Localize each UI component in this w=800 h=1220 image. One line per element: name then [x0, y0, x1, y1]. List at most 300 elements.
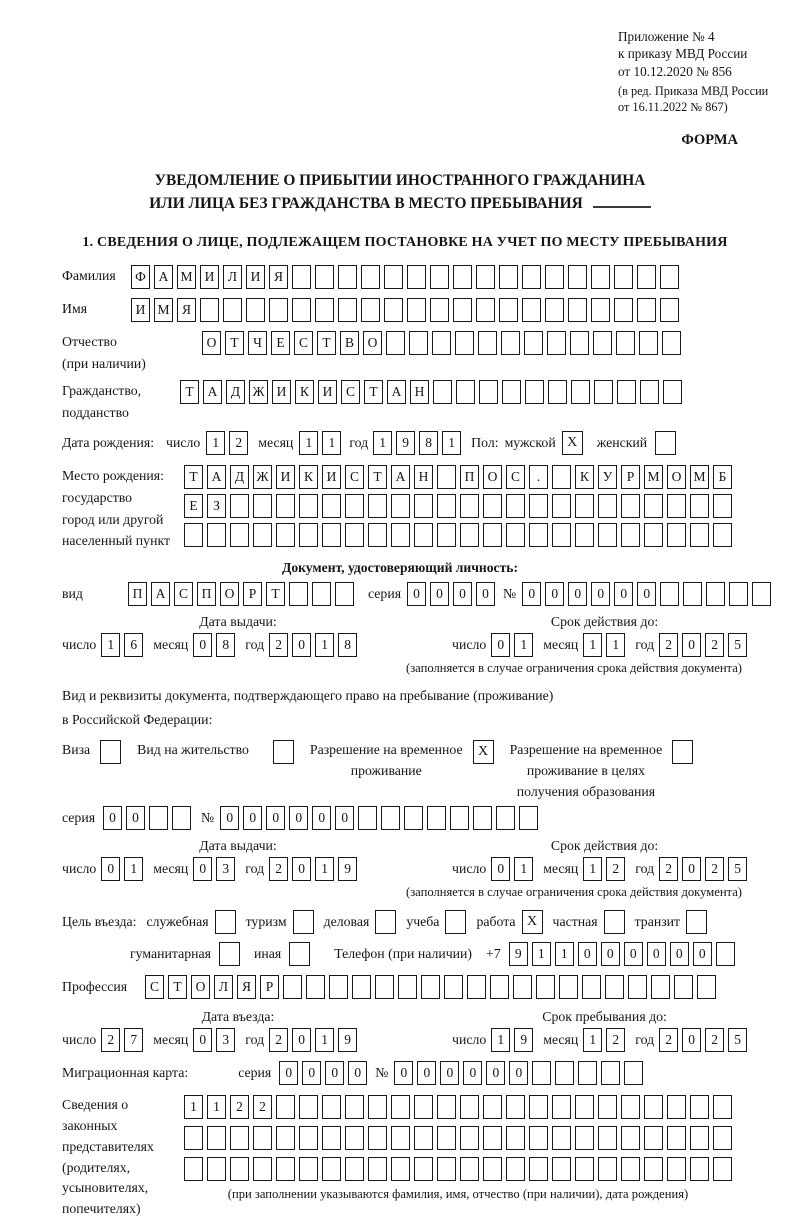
char-cell[interactable]: [552, 465, 571, 489]
char-cell[interactable]: Р: [243, 582, 262, 606]
char-cell[interactable]: С: [341, 380, 360, 404]
char-cell[interactable]: 2: [229, 431, 248, 455]
char-cell[interactable]: [437, 523, 456, 547]
char-cell[interactable]: [752, 582, 771, 606]
char-cell[interactable]: [598, 1126, 617, 1150]
char-cell[interactable]: [667, 523, 686, 547]
char-cell[interactable]: [605, 975, 624, 999]
char-cell[interactable]: Ж: [249, 380, 268, 404]
char-cell[interactable]: З: [207, 494, 226, 518]
char-cell[interactable]: [368, 494, 387, 518]
purpose-private-checkbox[interactable]: [604, 910, 625, 934]
char-cell[interactable]: Д: [230, 465, 249, 489]
char-cell[interactable]: [660, 582, 679, 606]
char-cell[interactable]: [315, 298, 334, 322]
char-cell[interactable]: 1: [206, 431, 225, 455]
char-cell[interactable]: [667, 1095, 686, 1119]
char-cell[interactable]: [437, 1095, 456, 1119]
char-cell[interactable]: О: [667, 465, 686, 489]
char-cell[interactable]: 0: [394, 1061, 413, 1085]
char-cell[interactable]: [253, 523, 272, 547]
char-cell[interactable]: [345, 494, 364, 518]
char-cell[interactable]: 1: [491, 1028, 510, 1052]
char-cell[interactable]: [292, 265, 311, 289]
char-cell[interactable]: [545, 265, 564, 289]
char-cell[interactable]: [200, 298, 219, 322]
char-cell[interactable]: [460, 523, 479, 547]
char-cell[interactable]: [483, 523, 502, 547]
char-cell[interactable]: Ж: [253, 465, 272, 489]
char-cell[interactable]: [545, 298, 564, 322]
char-cell[interactable]: [335, 582, 354, 606]
char-cell[interactable]: 1: [373, 431, 392, 455]
char-cell[interactable]: [368, 1157, 387, 1181]
char-cell[interactable]: [460, 494, 479, 518]
char-cell[interactable]: [598, 494, 617, 518]
char-cell[interactable]: Р: [621, 465, 640, 489]
char-cell[interactable]: [368, 523, 387, 547]
char-cell[interactable]: [433, 380, 452, 404]
char-cell[interactable]: [506, 494, 525, 518]
char-cell[interactable]: [391, 494, 410, 518]
char-cell[interactable]: [716, 942, 735, 966]
char-cell[interactable]: 0: [463, 1061, 482, 1085]
char-cell[interactable]: Я: [269, 265, 288, 289]
char-cell[interactable]: [621, 1095, 640, 1119]
char-cell[interactable]: 9: [514, 1028, 533, 1052]
char-cell[interactable]: С: [506, 465, 525, 489]
char-cell[interactable]: [460, 1095, 479, 1119]
char-cell[interactable]: П: [460, 465, 479, 489]
char-cell[interactable]: А: [391, 465, 410, 489]
char-cell[interactable]: 0: [491, 633, 510, 657]
char-cell[interactable]: 1: [514, 857, 533, 881]
char-cell[interactable]: 1: [184, 1095, 203, 1119]
char-cell[interactable]: 3: [216, 1028, 235, 1052]
char-cell[interactable]: [184, 1126, 203, 1150]
char-cell[interactable]: [312, 582, 331, 606]
char-cell[interactable]: 1: [299, 431, 318, 455]
char-cell[interactable]: И: [131, 298, 150, 322]
char-cell[interactable]: [368, 1126, 387, 1150]
char-cell[interactable]: [437, 465, 456, 489]
char-cell[interactable]: 1: [514, 633, 533, 657]
sex-female-checkbox[interactable]: [655, 431, 676, 455]
char-cell[interactable]: [552, 494, 571, 518]
char-cell[interactable]: [674, 975, 693, 999]
char-cell[interactable]: [496, 806, 515, 830]
char-cell[interactable]: И: [276, 465, 295, 489]
char-cell[interactable]: [639, 331, 658, 355]
char-cell[interactable]: Т: [317, 331, 336, 355]
char-cell[interactable]: 2: [230, 1095, 249, 1119]
char-cell[interactable]: [414, 1095, 433, 1119]
char-cell[interactable]: 0: [486, 1061, 505, 1085]
char-cell[interactable]: [575, 523, 594, 547]
char-cell[interactable]: [637, 265, 656, 289]
char-cell[interactable]: [524, 331, 543, 355]
char-cell[interactable]: А: [154, 265, 173, 289]
char-cell[interactable]: [253, 1126, 272, 1150]
char-cell[interactable]: [598, 523, 617, 547]
char-cell[interactable]: [306, 975, 325, 999]
char-cell[interactable]: Т: [225, 331, 244, 355]
char-cell[interactable]: [453, 298, 472, 322]
purpose-commercial-checkbox[interactable]: [375, 910, 396, 934]
char-cell[interactable]: 0: [476, 582, 495, 606]
char-cell[interactable]: [269, 298, 288, 322]
char-cell[interactable]: [338, 265, 357, 289]
char-cell[interactable]: [230, 1157, 249, 1181]
char-cell[interactable]: [555, 1061, 574, 1085]
char-cell[interactable]: [483, 1157, 502, 1181]
char-cell[interactable]: [375, 975, 394, 999]
char-cell[interactable]: [499, 298, 518, 322]
char-cell[interactable]: [617, 380, 636, 404]
char-cell[interactable]: [575, 1126, 594, 1150]
char-cell[interactable]: О: [202, 331, 221, 355]
char-cell[interactable]: 0: [522, 582, 541, 606]
char-cell[interactable]: [522, 298, 541, 322]
char-cell[interactable]: [571, 380, 590, 404]
char-cell[interactable]: Я: [237, 975, 256, 999]
char-cell[interactable]: 0: [578, 942, 597, 966]
char-cell[interactable]: И: [200, 265, 219, 289]
char-cell[interactable]: [276, 1126, 295, 1150]
char-cell[interactable]: [644, 1095, 663, 1119]
char-cell[interactable]: М: [177, 265, 196, 289]
char-cell[interactable]: С: [345, 465, 364, 489]
char-cell[interactable]: 0: [266, 806, 285, 830]
char-cell[interactable]: [598, 1095, 617, 1119]
char-cell[interactable]: И: [272, 380, 291, 404]
temp-permit-edu-checkbox[interactable]: [672, 740, 693, 764]
char-cell[interactable]: [292, 298, 311, 322]
char-cell[interactable]: Т: [184, 465, 203, 489]
char-cell[interactable]: .: [529, 465, 548, 489]
char-cell[interactable]: 0: [601, 942, 620, 966]
char-cell[interactable]: [594, 380, 613, 404]
char-cell[interactable]: Д: [226, 380, 245, 404]
char-cell[interactable]: К: [575, 465, 594, 489]
char-cell[interactable]: [552, 1157, 571, 1181]
char-cell[interactable]: 8: [216, 633, 235, 657]
char-cell[interactable]: 1: [315, 857, 334, 881]
char-cell[interactable]: Р: [260, 975, 279, 999]
char-cell[interactable]: 9: [509, 942, 528, 966]
char-cell[interactable]: [444, 975, 463, 999]
char-cell[interactable]: О: [483, 465, 502, 489]
char-cell[interactable]: [172, 806, 191, 830]
char-cell[interactable]: [660, 265, 679, 289]
char-cell[interactable]: [276, 1157, 295, 1181]
char-cell[interactable]: [506, 1095, 525, 1119]
char-cell[interactable]: 0: [220, 806, 239, 830]
char-cell[interactable]: Т: [266, 582, 285, 606]
char-cell[interactable]: [667, 1157, 686, 1181]
char-cell[interactable]: [329, 975, 348, 999]
char-cell[interactable]: [525, 380, 544, 404]
char-cell[interactable]: Н: [414, 465, 433, 489]
char-cell[interactable]: А: [387, 380, 406, 404]
char-cell[interactable]: 0: [647, 942, 666, 966]
char-cell[interactable]: [662, 331, 681, 355]
char-cell[interactable]: С: [294, 331, 313, 355]
char-cell[interactable]: [407, 298, 426, 322]
char-cell[interactable]: 0: [624, 942, 643, 966]
char-cell[interactable]: 0: [693, 942, 712, 966]
char-cell[interactable]: 0: [670, 942, 689, 966]
char-cell[interactable]: [283, 975, 302, 999]
purpose-study-checkbox[interactable]: [445, 910, 466, 934]
char-cell[interactable]: [529, 1095, 548, 1119]
char-cell[interactable]: [591, 265, 610, 289]
char-cell[interactable]: [299, 523, 318, 547]
char-cell[interactable]: Т: [368, 465, 387, 489]
char-cell[interactable]: [432, 331, 451, 355]
char-cell[interactable]: [644, 523, 663, 547]
char-cell[interactable]: [184, 523, 203, 547]
char-cell[interactable]: 1: [322, 431, 341, 455]
char-cell[interactable]: [437, 1126, 456, 1150]
char-cell[interactable]: [697, 975, 716, 999]
char-cell[interactable]: 0: [417, 1061, 436, 1085]
char-cell[interactable]: К: [299, 465, 318, 489]
char-cell[interactable]: 0: [407, 582, 426, 606]
char-cell[interactable]: [414, 1157, 433, 1181]
char-cell[interactable]: [391, 1126, 410, 1150]
char-cell[interactable]: [660, 298, 679, 322]
char-cell[interactable]: [706, 582, 725, 606]
char-cell[interactable]: [358, 806, 377, 830]
char-cell[interactable]: [644, 1126, 663, 1150]
char-cell[interactable]: 1: [315, 1028, 334, 1052]
char-cell[interactable]: [149, 806, 168, 830]
char-cell[interactable]: [368, 1095, 387, 1119]
char-cell[interactable]: 0: [430, 582, 449, 606]
char-cell[interactable]: М: [154, 298, 173, 322]
char-cell[interactable]: [414, 494, 433, 518]
char-cell[interactable]: 0: [279, 1061, 298, 1085]
char-cell[interactable]: 0: [292, 633, 311, 657]
char-cell[interactable]: [398, 975, 417, 999]
char-cell[interactable]: [621, 1157, 640, 1181]
char-cell[interactable]: Б: [713, 465, 732, 489]
char-cell[interactable]: 0: [453, 582, 472, 606]
char-cell[interactable]: [568, 265, 587, 289]
char-cell[interactable]: 0: [509, 1061, 528, 1085]
char-cell[interactable]: [552, 1095, 571, 1119]
char-cell[interactable]: [386, 331, 405, 355]
char-cell[interactable]: [582, 975, 601, 999]
char-cell[interactable]: [384, 265, 403, 289]
char-cell[interactable]: [667, 1126, 686, 1150]
char-cell[interactable]: О: [191, 975, 210, 999]
char-cell[interactable]: [529, 1126, 548, 1150]
char-cell[interactable]: И: [246, 265, 265, 289]
char-cell[interactable]: 2: [269, 857, 288, 881]
char-cell[interactable]: [207, 523, 226, 547]
char-cell[interactable]: 1: [532, 942, 551, 966]
char-cell[interactable]: Н: [410, 380, 429, 404]
char-cell[interactable]: [713, 523, 732, 547]
char-cell[interactable]: 0: [614, 582, 633, 606]
char-cell[interactable]: [409, 331, 428, 355]
char-cell[interactable]: 8: [419, 431, 438, 455]
char-cell[interactable]: 0: [348, 1061, 367, 1085]
char-cell[interactable]: [690, 523, 709, 547]
char-cell[interactable]: [450, 806, 469, 830]
char-cell[interactable]: 0: [325, 1061, 344, 1085]
char-cell[interactable]: [529, 1157, 548, 1181]
char-cell[interactable]: [276, 1095, 295, 1119]
char-cell[interactable]: [253, 1157, 272, 1181]
char-cell[interactable]: [361, 265, 380, 289]
char-cell[interactable]: [430, 265, 449, 289]
char-cell[interactable]: С: [174, 582, 193, 606]
char-cell[interactable]: [345, 523, 364, 547]
char-cell[interactable]: [568, 298, 587, 322]
char-cell[interactable]: 0: [440, 1061, 459, 1085]
char-cell[interactable]: [552, 1126, 571, 1150]
purpose-tourism-checkbox[interactable]: [293, 910, 314, 934]
char-cell[interactable]: [391, 1095, 410, 1119]
char-cell[interactable]: [299, 1126, 318, 1150]
char-cell[interactable]: [690, 1095, 709, 1119]
char-cell[interactable]: [276, 523, 295, 547]
char-cell[interactable]: [614, 265, 633, 289]
char-cell[interactable]: [644, 494, 663, 518]
char-cell[interactable]: [223, 298, 242, 322]
char-cell[interactable]: [322, 523, 341, 547]
char-cell[interactable]: [460, 1157, 479, 1181]
char-cell[interactable]: 1: [124, 857, 143, 881]
char-cell[interactable]: [246, 298, 265, 322]
char-cell[interactable]: [230, 523, 249, 547]
char-cell[interactable]: [628, 975, 647, 999]
temp-permit-checkbox[interactable]: X: [473, 740, 494, 764]
char-cell[interactable]: [506, 1157, 525, 1181]
char-cell[interactable]: 1: [583, 1028, 602, 1052]
char-cell[interactable]: К: [295, 380, 314, 404]
char-cell[interactable]: П: [197, 582, 216, 606]
char-cell[interactable]: [253, 494, 272, 518]
char-cell[interactable]: [559, 975, 578, 999]
char-cell[interactable]: [467, 975, 486, 999]
char-cell[interactable]: [322, 1157, 341, 1181]
char-cell[interactable]: 1: [583, 633, 602, 657]
char-cell[interactable]: Ч: [248, 331, 267, 355]
char-cell[interactable]: [663, 380, 682, 404]
char-cell[interactable]: [547, 331, 566, 355]
char-cell[interactable]: [644, 1157, 663, 1181]
char-cell[interactable]: [621, 494, 640, 518]
char-cell[interactable]: [616, 331, 635, 355]
char-cell[interactable]: 2: [253, 1095, 272, 1119]
char-cell[interactable]: [456, 380, 475, 404]
sex-male-checkbox[interactable]: X: [562, 431, 583, 455]
char-cell[interactable]: [591, 298, 610, 322]
char-cell[interactable]: Е: [184, 494, 203, 518]
char-cell[interactable]: [529, 494, 548, 518]
char-cell[interactable]: [299, 1157, 318, 1181]
char-cell[interactable]: [536, 975, 555, 999]
char-cell[interactable]: 1: [606, 633, 625, 657]
char-cell[interactable]: [473, 806, 492, 830]
char-cell[interactable]: [483, 1095, 502, 1119]
char-cell[interactable]: [322, 1095, 341, 1119]
char-cell[interactable]: А: [203, 380, 222, 404]
char-cell[interactable]: 0: [126, 806, 145, 830]
char-cell[interactable]: 9: [396, 431, 415, 455]
char-cell[interactable]: 2: [269, 633, 288, 657]
char-cell[interactable]: 0: [103, 806, 122, 830]
char-cell[interactable]: [352, 975, 371, 999]
char-cell[interactable]: [345, 1157, 364, 1181]
char-cell[interactable]: Я: [177, 298, 196, 322]
char-cell[interactable]: [299, 1095, 318, 1119]
char-cell[interactable]: И: [318, 380, 337, 404]
char-cell[interactable]: [322, 1126, 341, 1150]
char-cell[interactable]: 2: [659, 1028, 678, 1052]
char-cell[interactable]: [184, 1157, 203, 1181]
char-cell[interactable]: 2: [705, 857, 724, 881]
purpose-humanitarian-checkbox[interactable]: [219, 942, 240, 966]
char-cell[interactable]: [713, 1157, 732, 1181]
char-cell[interactable]: [276, 494, 295, 518]
char-cell[interactable]: [651, 975, 670, 999]
char-cell[interactable]: П: [128, 582, 147, 606]
char-cell[interactable]: И: [322, 465, 341, 489]
char-cell[interactable]: 9: [338, 1028, 357, 1052]
char-cell[interactable]: [624, 1061, 643, 1085]
char-cell[interactable]: О: [220, 582, 239, 606]
char-cell[interactable]: 0: [289, 806, 308, 830]
char-cell[interactable]: [230, 494, 249, 518]
char-cell[interactable]: 5: [728, 1028, 747, 1052]
char-cell[interactable]: [690, 1157, 709, 1181]
char-cell[interactable]: [522, 265, 541, 289]
char-cell[interactable]: [476, 265, 495, 289]
char-cell[interactable]: 5: [728, 633, 747, 657]
char-cell[interactable]: [407, 265, 426, 289]
char-cell[interactable]: [427, 806, 446, 830]
char-cell[interactable]: [437, 494, 456, 518]
residence-permit-checkbox[interactable]: [273, 740, 294, 764]
char-cell[interactable]: Т: [364, 380, 383, 404]
char-cell[interactable]: [532, 1061, 551, 1085]
char-cell[interactable]: 1: [555, 942, 574, 966]
char-cell[interactable]: [345, 1095, 364, 1119]
char-cell[interactable]: [460, 1126, 479, 1150]
char-cell[interactable]: [207, 1126, 226, 1150]
char-cell[interactable]: 0: [292, 857, 311, 881]
char-cell[interactable]: О: [363, 331, 382, 355]
char-cell[interactable]: 1: [101, 633, 120, 657]
char-cell[interactable]: [361, 298, 380, 322]
char-cell[interactable]: Л: [214, 975, 233, 999]
char-cell[interactable]: 2: [659, 633, 678, 657]
char-cell[interactable]: [479, 380, 498, 404]
char-cell[interactable]: [640, 380, 659, 404]
char-cell[interactable]: [381, 806, 400, 830]
char-cell[interactable]: [548, 380, 567, 404]
char-cell[interactable]: 8: [338, 633, 357, 657]
char-cell[interactable]: [414, 1126, 433, 1150]
char-cell[interactable]: [683, 582, 702, 606]
purpose-work-checkbox[interactable]: X: [522, 910, 543, 934]
char-cell[interactable]: 2: [606, 1028, 625, 1052]
